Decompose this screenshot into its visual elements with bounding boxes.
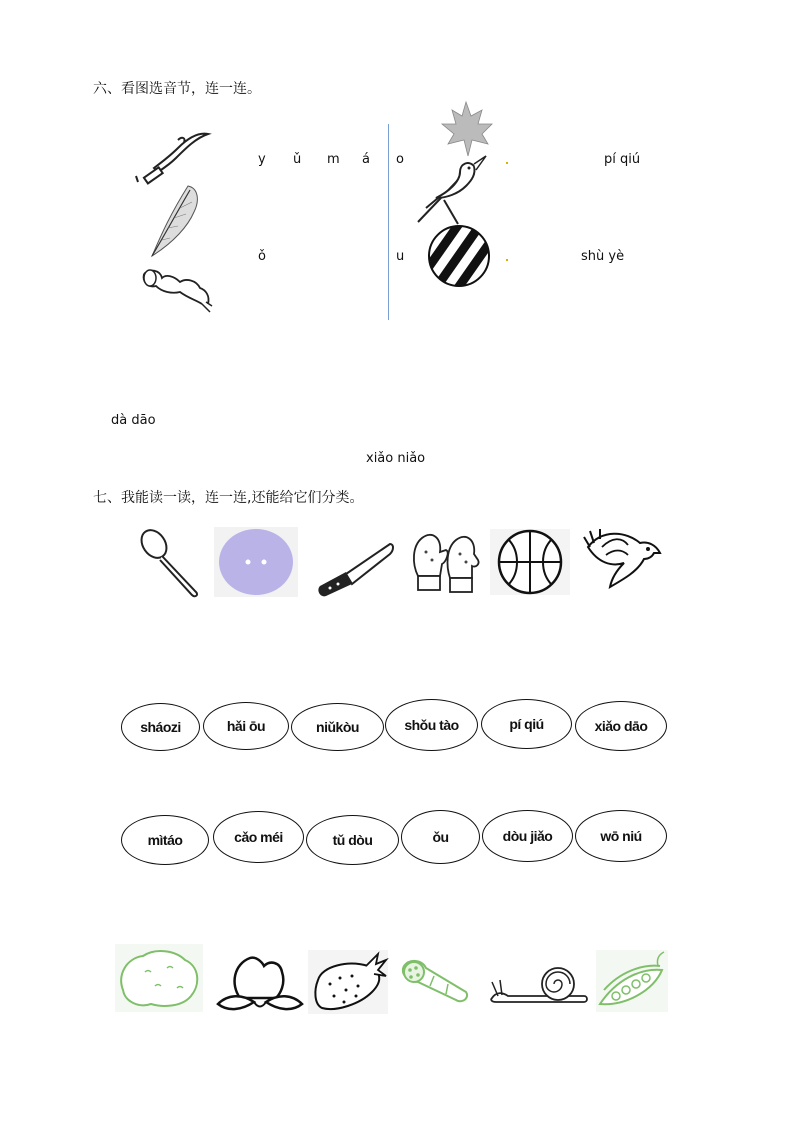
letter-a-second: á — [362, 152, 370, 167]
pigeon-icon — [582, 527, 666, 593]
syllable-oval[interactable]: dòu jiǎo — [482, 810, 573, 862]
connect-dot — [506, 259, 508, 261]
syllable-oval[interactable]: wō niú — [575, 810, 667, 862]
lotus-root-icon — [398, 952, 470, 1008]
knife-icon — [316, 540, 396, 596]
strawberry-icon — [308, 950, 388, 1014]
syllable-da-dao: dà dāo — [111, 413, 156, 428]
ball-icon — [428, 225, 490, 287]
syllable-oval[interactable]: shǒu tào — [385, 699, 478, 751]
syllable-oval[interactable]: ǒu — [401, 810, 480, 864]
syllable-shu-ye: shù yè — [581, 249, 625, 264]
letter-o-third: ǒ — [258, 249, 266, 264]
syllable-oval[interactable]: hǎi ōu — [203, 702, 289, 750]
mittens-icon — [410, 530, 480, 596]
syllable-oval[interactable]: cǎo méi — [213, 811, 304, 863]
syllable-xiao-niao: xiǎo niǎo — [366, 451, 426, 466]
section7-heading: 七、我能读一读，连一连,还能给它们分类。 — [93, 490, 364, 506]
section6-heading: 六、看图选音节，连一连。 — [93, 81, 261, 97]
syllable-oval[interactable]: xiǎo dāo — [575, 701, 667, 751]
letter-o: o — [396, 152, 404, 167]
syllable-oval[interactable]: tǔ dòu — [306, 815, 399, 865]
syllable-pi-qiu: pí qiú — [604, 152, 641, 167]
feather-icon — [148, 178, 202, 258]
potato-icon — [115, 944, 203, 1012]
syllable-oval[interactable]: mìtáo — [121, 815, 209, 865]
syllable-oval[interactable]: sháozi — [121, 703, 200, 751]
syllable-oval[interactable]: pí qiú — [481, 699, 572, 749]
divider-line — [388, 124, 389, 320]
letter-y: y — [258, 152, 266, 167]
letter-m: m — [327, 152, 340, 167]
tangerine-peel-icon — [140, 264, 218, 314]
snail-icon — [488, 962, 592, 1004]
letter-u-third: ǔ — [293, 152, 302, 167]
peach-icon — [214, 954, 306, 1014]
basketball-icon — [490, 529, 570, 595]
button-icon — [214, 527, 298, 597]
syllable-oval[interactable]: niǔkòu — [291, 703, 384, 751]
letter-u: u — [396, 249, 405, 264]
pea-pod-icon — [596, 950, 668, 1012]
spoon-icon — [138, 528, 204, 598]
connect-dot — [506, 162, 508, 164]
bird-icon — [414, 150, 494, 226]
